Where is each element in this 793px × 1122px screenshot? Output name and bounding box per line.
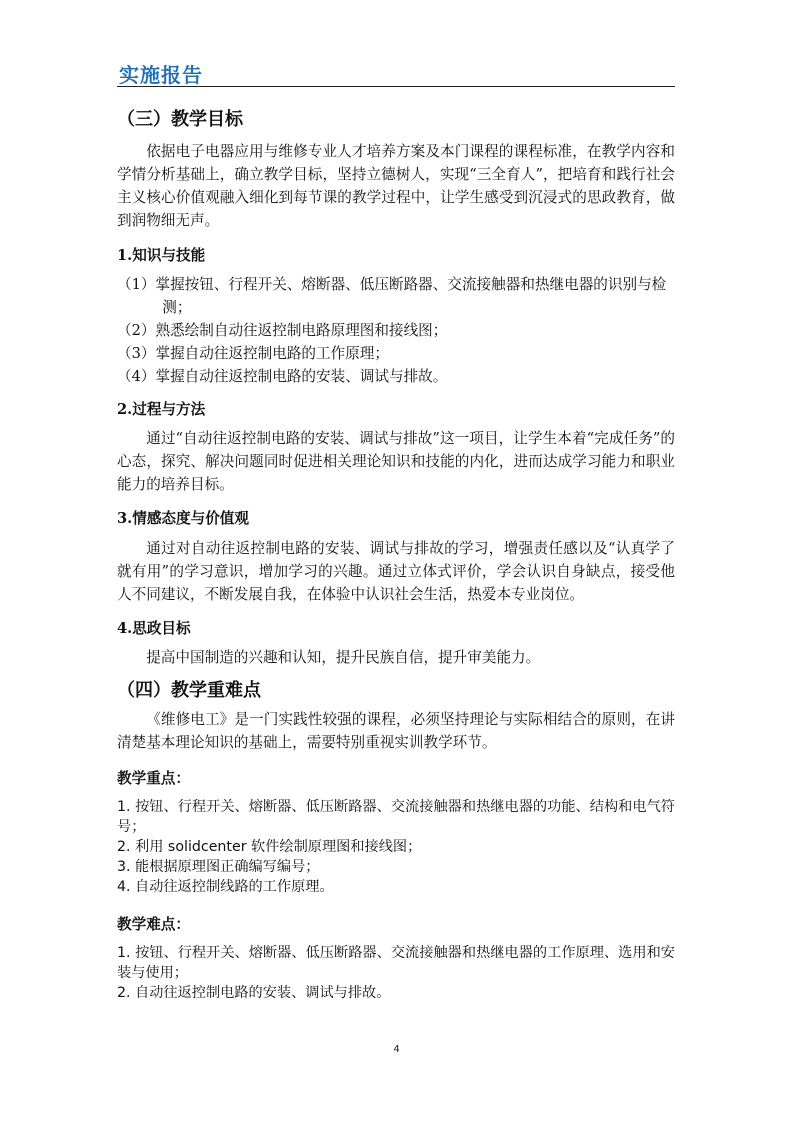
section-heading-key-difficult-points: （四）教学重难点: [117, 680, 261, 701]
list-item: 2. 利用 solidcenter 软件绘制原理图和接线图；: [117, 839, 422, 855]
page-content: [117, 100, 675, 1003]
subheading-difficult-points: 教学难点：: [117, 916, 190, 933]
subheading-attitude-values: 3.情感态度与价值观: [117, 510, 249, 527]
key-difficult-intro-paragraph: 《维修电工》是一门实践性较强的课程，必须坚持理论与实际相结合的原则，在讲清楚基本理论知识的基础上，需要特别重视实训教学环节。: [117, 711, 675, 751]
subheading-knowledge-skills: 1.知识与技能: [117, 247, 206, 264]
list-item: （1）掌握按钮、行程开关、熔断器、低压断路器、交流接触器和热继电器的识别与检测；: [117, 276, 667, 316]
section-heading-teaching-objectives: （三）教学目标: [117, 109, 243, 130]
subheading-key-points: 教学重点：: [117, 770, 190, 787]
list-item: 2. 自动往返控制电路的安装、调试与排故。: [117, 985, 391, 1001]
attitude-values-paragraph: 通过对自动往返控制电路的安装、调试与排故的学习，增强责任感以及“认真学了就有用”的学习意识，增加学习的兴趣。通过立体式评价，学会认识自身缺点，接受他人不同建议，不断发展自我，在体验中认识社会生活，热爱本专业岗位。: [117, 540, 675, 603]
list-item: 1. 按钮、行程开关、熔断器、低压断路器、交流接触器和热继电器的工作原理、选用和安装与使用；: [117, 945, 675, 981]
process-methods-paragraph: 通过“自动往返控制电路的安装、调试与排故”这一项目，让学生本着“完成任务”的心态，探究、解决问题同时促进相关理论知识和技能的内化，进而达成学习能力和职业能力的培养目标。: [117, 430, 675, 493]
knowledge-skills-list: [117, 273, 675, 388]
list-item: 3. 能根据原理图正确编写编号；: [117, 859, 320, 875]
page-number: 4: [393, 1044, 400, 1055]
list-item: （2）熟悉绘制自动往返控制电路原理图和接线图；: [117, 322, 448, 339]
list-item: 1. 按钮、行程开关、熔断器、低压断路器、交流接触器和热继电器的功能、结构和电气符号；: [117, 799, 675, 835]
list-item: （3）掌握自动往返控制电路的工作原理；: [117, 345, 389, 362]
subheading-ideology-goals: 4.思政目标: [117, 620, 191, 637]
difficult-points-list: [117, 943, 675, 1003]
list-item: 4. 自动往返控制线路的工作原理。: [117, 879, 334, 895]
objectives-intro-paragraph: 依据电子电器应用与维修专业人才培养方案及本门课程的课程标准，在教学内容和学情分析基础上，确立教学目标，坚持立德树人，实现“三全育人”，把培育和践行社会主义核心价值观融入细化到每节课的教学过程中，让学生感受到沉浸式的思政教育，做到润物细无声。: [117, 143, 675, 229]
report-header-title: 实施报告: [119, 63, 203, 87]
subheading-process-methods: 2.过程与方法: [117, 401, 206, 418]
ideology-goals-paragraph: 提高中国制造的兴趣和认知，提升民族自信，提升审美能力。: [146, 649, 541, 666]
header-divider: [117, 86, 675, 87]
key-points-list: [117, 797, 675, 897]
list-item: （4）掌握自动往返控制电路的安装、调试与排故。: [117, 368, 448, 385]
